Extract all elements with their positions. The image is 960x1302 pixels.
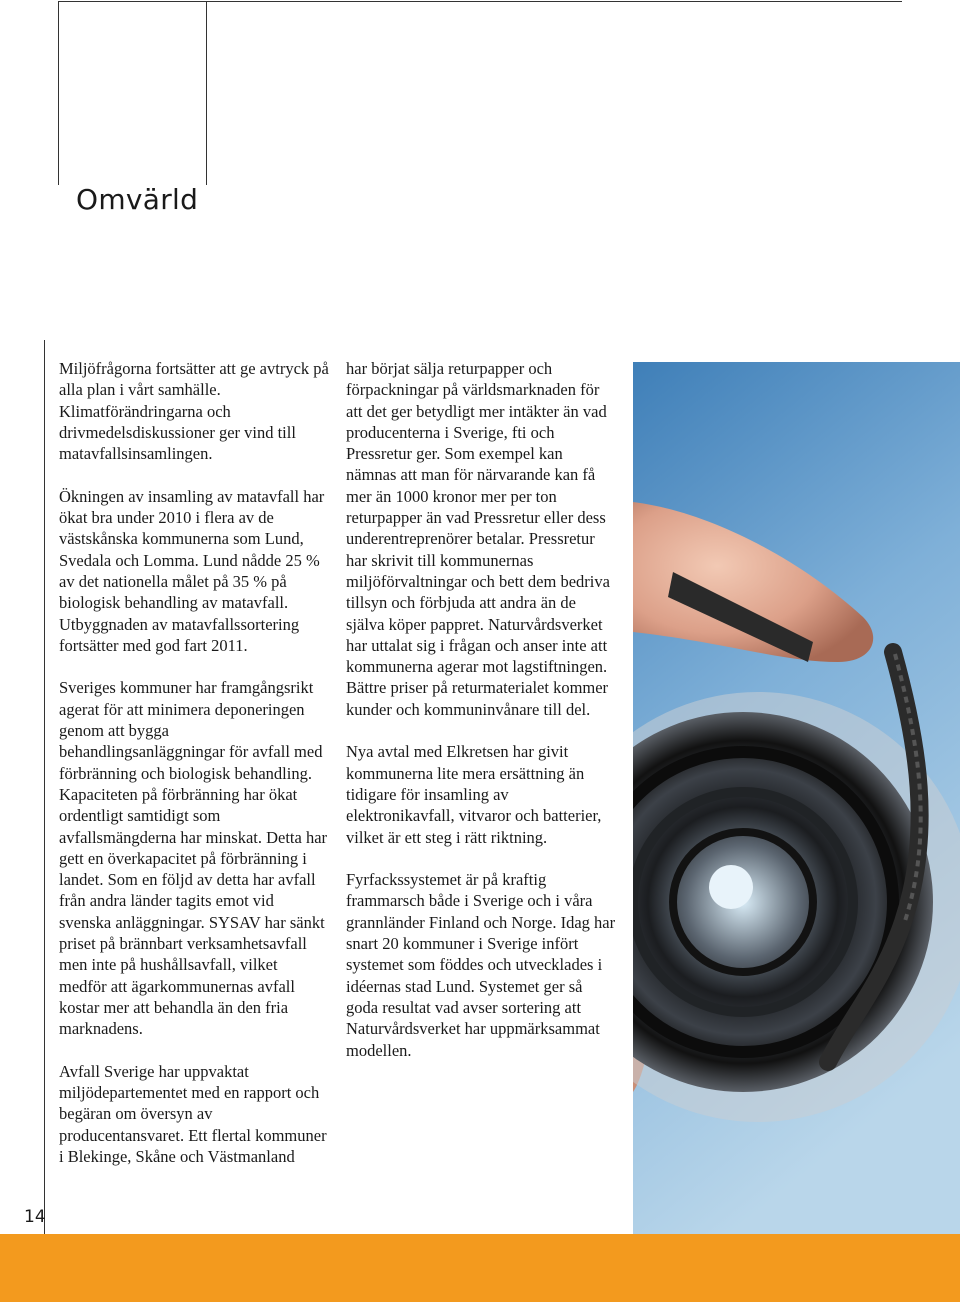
text-column-2	[346, 358, 616, 1082]
header-divider-rule	[206, 1, 207, 185]
paragraph: Ökningen av insamling av matavfall har ökat bra under 2010 i flera av de västskånska kommunerna som Lund, Svedala och Lomma. Lund nådde 25 % av det nationella målet på 35 % på biologisk behandling av matavfall. Utbyggnaden av matavfallssortering fortsätter med god fart 2011.	[59, 486, 325, 655]
page-number: 14	[24, 1207, 46, 1227]
paragraph: Miljöfrågorna fortsätter att ge avtryck på alla plan i vårt samhälle. Klimatförändringarna och drivmedelsdiskussioner ger vind till matavfallsinsamlingen.	[59, 359, 329, 464]
page-title: Omvärld	[76, 183, 199, 216]
text-column-1	[59, 358, 329, 1189]
paragraph: har börjat sälja returpapper och förpackningar på världsmarknaden för att det ger betydligt mer intäkter än vad producenterna i Sverige, fti och Pressretur ger. Som exempel kan nämnas att man för närvarande kan få mer än 1000 kronor mer per ton returpapper än vad Pressretur eller dess underentreprenörer betalar. Pressretur har skrivit till kommunernas miljöförvaltningar och bett dem bedriva tillsyn och förbjuda att andra än de själva köper pappret. Naturvårdsverket har uttalat sig i frågan och anser inte att kommunerna agerar mot lagstiftningen. Bättre priser på returmaterialet kommer kunder och kommuninvånare till del.	[346, 359, 610, 719]
paragraph: Sveriges kommuner har framgångsrikt agerat för att minimera deponeringen genom att bygga behandlingsanläggningar för avfall med förbränning och biologisk behandling. Kapaciteten på förbränning har ökat ordentligt samtidigt som avfallsmängderna har minskat. Detta har gett en överkapacitet på förbränning i landet. Som en följd av detta har avfall från andra länder tagits emot vid svenska anläggningar. SYSAV har sänkt priset på brännbart verksamhetsavfall men inte på hushållsavfall, vilket medför att ägarkommunernas avfall kostar mer att behandla än den fria marknadens.	[59, 678, 328, 1039]
bottom-accent-bar	[0, 1234, 960, 1302]
paragraph: Nya avtal med Elkretsen har givit kommunerna lite mera ersättning än tidigare för insamling av elektronikavfall, vitvaror och batterier, vilket är ett steg i rätt riktning.	[346, 742, 602, 847]
paragraph: Avfall Sverige har uppvaktat miljödepartementet med en rapport och begäran om översyn av producentansvaret. Ett flertal kommuner i Blekinge, Skåne och Västmanland	[59, 1061, 327, 1166]
top-frame-rule	[58, 1, 902, 2]
left-frame-rule	[58, 1, 59, 185]
binoculars-photo	[633, 362, 960, 1234]
column-rule	[44, 340, 45, 1235]
paragraph: Fyrfackssystemet är på kraftig frammarsch både i Sverige och i våra grannländer Finland och Norge. Idag har snart 20 kommuner i Sverige infört systemet som föddes och utvecklades i idéernas stad Lund. Systemet ger så goda resultat vad avser sortering att Naturvårdsverket har uppmärksammat modellen.	[346, 870, 616, 1060]
